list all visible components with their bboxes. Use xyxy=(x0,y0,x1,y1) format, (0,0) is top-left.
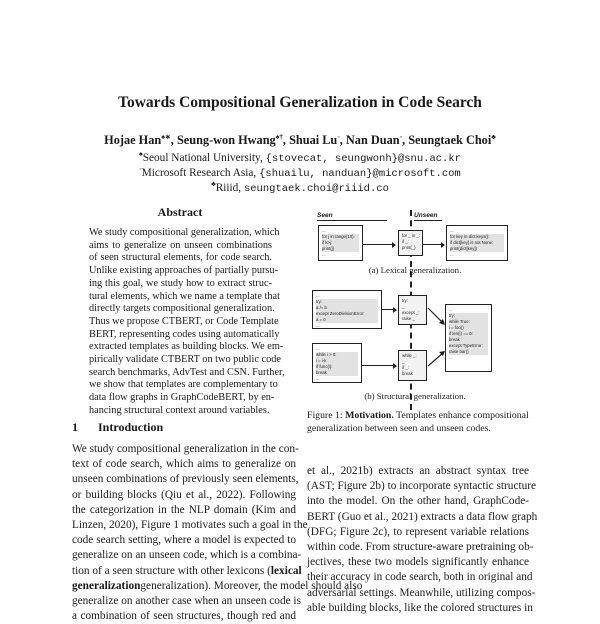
text-line: We study compositional generalization in the con- xyxy=(72,443,299,455)
text-line: code search setting, where a model is expected to xyxy=(72,534,296,547)
text-line: within code. From structure-aware pretraining ob- xyxy=(307,541,534,554)
affiliation-email: {shuailu, nanduan}@microsoft.com xyxy=(259,167,461,180)
author-mark: ♠† xyxy=(275,133,283,141)
code-line: print(j) xyxy=(322,246,359,252)
affiliation-email: {stovecat, seungwonh}@snu.ac.kr xyxy=(265,152,461,165)
code-line: ... xyxy=(450,252,454,257)
author-name: Seungtaek Choi xyxy=(408,133,492,148)
seen-label: Seen xyxy=(317,212,333,219)
code-line: while i > 0: xyxy=(316,352,358,358)
code-line: try: xyxy=(449,313,488,319)
affiliation xyxy=(0,165,600,180)
affiliation-name: Seoul National University, xyxy=(142,151,266,164)
code-line: a /= b xyxy=(316,305,378,311)
code-line: i = foo() xyxy=(449,325,488,331)
code-line: ... xyxy=(316,346,320,351)
code-line: break xyxy=(449,337,488,343)
abstract-line: directly targets compositional generalization. xyxy=(89,303,275,315)
code-line: i = i-k xyxy=(316,358,358,364)
abstract-line: we show that templates are complementary to xyxy=(89,379,278,391)
code-line: for key in dict.keys(): xyxy=(450,234,504,240)
text-line: text of code search, which aims to generalize on xyxy=(72,458,296,471)
text-line xyxy=(72,579,363,594)
code-line: ... xyxy=(316,376,320,381)
text-line: et al., 2021b) extracts an abstract syntax tree xyxy=(307,465,529,477)
text-line: Linzen, 2020), Figure 1 motivates such a goal in the xyxy=(72,519,308,532)
figure-caption xyxy=(307,410,529,435)
abstract-line: data flow graphs in GraphCodeBERT, by en- xyxy=(89,392,275,404)
affiliation-name: Riiid, xyxy=(215,181,244,194)
code-line: _ xyxy=(402,304,405,309)
bold-term: lexical xyxy=(270,564,302,577)
text-line: BERT (Guo et al., 2021) extracts a data flow graph xyxy=(307,510,538,523)
bold-term: generalization xyxy=(72,579,141,592)
introduction-right-column xyxy=(307,464,538,616)
code-line: if func(i): xyxy=(316,364,358,370)
abstract-line: tural elements, which we name a template that xyxy=(89,290,280,302)
caption-text: Templates enhance compositional generalization between seen and unseen codes. xyxy=(307,410,529,434)
code-line: for _ in _: xyxy=(402,233,420,238)
author-mark: ♠∗ xyxy=(161,133,171,141)
author-mark: ♣ xyxy=(491,133,496,141)
abstract-line: extracted templates as building blocks. We em- xyxy=(89,341,284,353)
abstract-body xyxy=(89,227,285,418)
code-line: print(dict[key]) xyxy=(450,246,504,252)
paper-title: Towards Compositional Generalization in Code Search xyxy=(118,94,482,111)
author-list: Hojae Han♠∗, Seung-won Hwang♠†, Shuai Lu◦, Nan Duan◦, Seungtaek Choi♣ xyxy=(104,133,496,148)
code-line: while _: xyxy=(402,353,417,358)
text-fragment: tion of a seen structure with other lexicons ( xyxy=(72,564,271,577)
code-line: except ZeroDivisionError: xyxy=(316,311,378,317)
text-line: generalize on another case when an unseen code is xyxy=(72,595,301,608)
abstract-heading: Abstract xyxy=(157,205,203,219)
figure-1 xyxy=(300,208,530,408)
text-line: (AST; Figure 2b) to incorporate syntactic structure xyxy=(307,480,537,493)
text-line: unseen combinations of previously seen elements, xyxy=(72,473,299,486)
code-line: a = 0 xyxy=(316,317,378,323)
code-line: while True: xyxy=(449,319,488,325)
section-number: 1 xyxy=(72,420,78,434)
code-line: if _: xyxy=(402,365,409,370)
author-mark: ◦ xyxy=(337,133,340,141)
affiliation-email: seungtaek.choi@riiid.co xyxy=(243,182,389,195)
diagonal-arrows xyxy=(300,208,530,408)
affiliation-name: Microsoft Research Asia, xyxy=(141,166,260,179)
text-line: (DFG; Figure 2c), to represent variable relations xyxy=(307,525,529,538)
section-title: Introduction xyxy=(98,420,164,434)
code-line: raise bar() xyxy=(449,349,488,355)
author-name: Shuai Lu xyxy=(289,133,338,148)
abstract-line: BERT, representing codes using automatically xyxy=(89,328,280,340)
abstract-line: Unlike existing approaches of partially pursu- xyxy=(89,265,279,277)
code-line: print(_) xyxy=(402,245,416,250)
code-line: if _: xyxy=(402,239,409,244)
code-line: ... xyxy=(449,355,453,360)
subcaption-structural: (b) Structural generalization. xyxy=(364,391,466,401)
text-line: able building blocks, like the colored structures in xyxy=(307,601,533,614)
code-line: _ xyxy=(402,359,405,364)
code-line: ... xyxy=(322,252,326,257)
abstract-line: ing this goal, we study how to extract struc- xyxy=(89,277,272,289)
section-heading-introduction xyxy=(72,420,163,435)
text-line: into the model. On the other hand, GraphCode- xyxy=(307,495,529,508)
code-line: ... xyxy=(322,228,326,233)
caption-prefix: Figure 1: xyxy=(307,410,346,421)
affiliation-mark: ♠ xyxy=(139,150,143,158)
code-line: if len(i) == 0: xyxy=(449,331,488,337)
text-line: a combination of seen structures, though red and xyxy=(72,610,296,623)
abstract-line: hancing structural context around variables. xyxy=(89,404,270,416)
code-line: if dict[key] is not None: xyxy=(450,240,504,246)
affiliation-mark: ◦ xyxy=(139,165,142,173)
affiliation xyxy=(0,150,600,165)
code-line: ... xyxy=(316,323,320,328)
caption-bold: Motivation. xyxy=(345,410,394,421)
code-line: ... xyxy=(449,307,453,312)
abstract-line: search benchmarks, AdvTest and CSN. Further, xyxy=(89,366,285,378)
code-line: for j in range(10): xyxy=(322,234,359,240)
text-line: their accuracy in code search, both in original and xyxy=(307,571,533,584)
author-mark: ◦ xyxy=(399,133,403,141)
author-name: Seung-won Hwang xyxy=(176,133,276,148)
affiliation-mark: ♣ xyxy=(211,180,216,188)
text-line: generalize on an unseen code, which is a combina- xyxy=(72,549,302,562)
abstract-line: We study compositional generalization, which xyxy=(89,227,280,238)
code-line: except _: xyxy=(402,310,420,315)
code-line: break xyxy=(402,371,413,376)
code-line: break xyxy=(316,370,358,376)
abstract-line: of seen structural elements, for code search. xyxy=(89,252,272,264)
code-line: try: xyxy=(402,298,408,303)
code-line: raise _ xyxy=(402,316,415,321)
abstract-line: Thus we propose CTBERT, or Code Template xyxy=(89,315,279,327)
abstract-line: pirically validate CTBERT on two public code xyxy=(89,354,281,366)
text-fragment: generalization). Moreover, the model should also xyxy=(140,579,363,592)
code-line: if k>j: xyxy=(322,240,359,246)
code-line: except TypeError: xyxy=(449,343,488,349)
code-line: ... xyxy=(316,293,320,298)
structural-unseen-code-box xyxy=(445,304,492,372)
text-line xyxy=(72,564,302,579)
unseen-label: Unseen xyxy=(414,212,438,219)
code-line: try: xyxy=(316,299,378,305)
text-line: the categorization in the NLP domain (Kim and xyxy=(72,503,296,516)
subcaption-lexical: (a) Lexical generalization. xyxy=(368,265,462,275)
author-name: Hojae Han xyxy=(104,133,162,148)
introduction-left-column xyxy=(72,442,363,624)
text-line: jectives, these two models significantly enhance xyxy=(307,556,529,569)
text-line: or building blocks (Qiu et al., 2022). Following xyxy=(72,488,296,501)
text-line: adversarial settings. Meanwhile, utilizing compos- xyxy=(307,586,536,599)
abstract-line: aims to generalize on unseen combinations xyxy=(89,239,272,251)
author-name: Nan Duan xyxy=(345,133,400,148)
affiliation xyxy=(0,180,600,195)
code-line: ... xyxy=(450,228,454,233)
